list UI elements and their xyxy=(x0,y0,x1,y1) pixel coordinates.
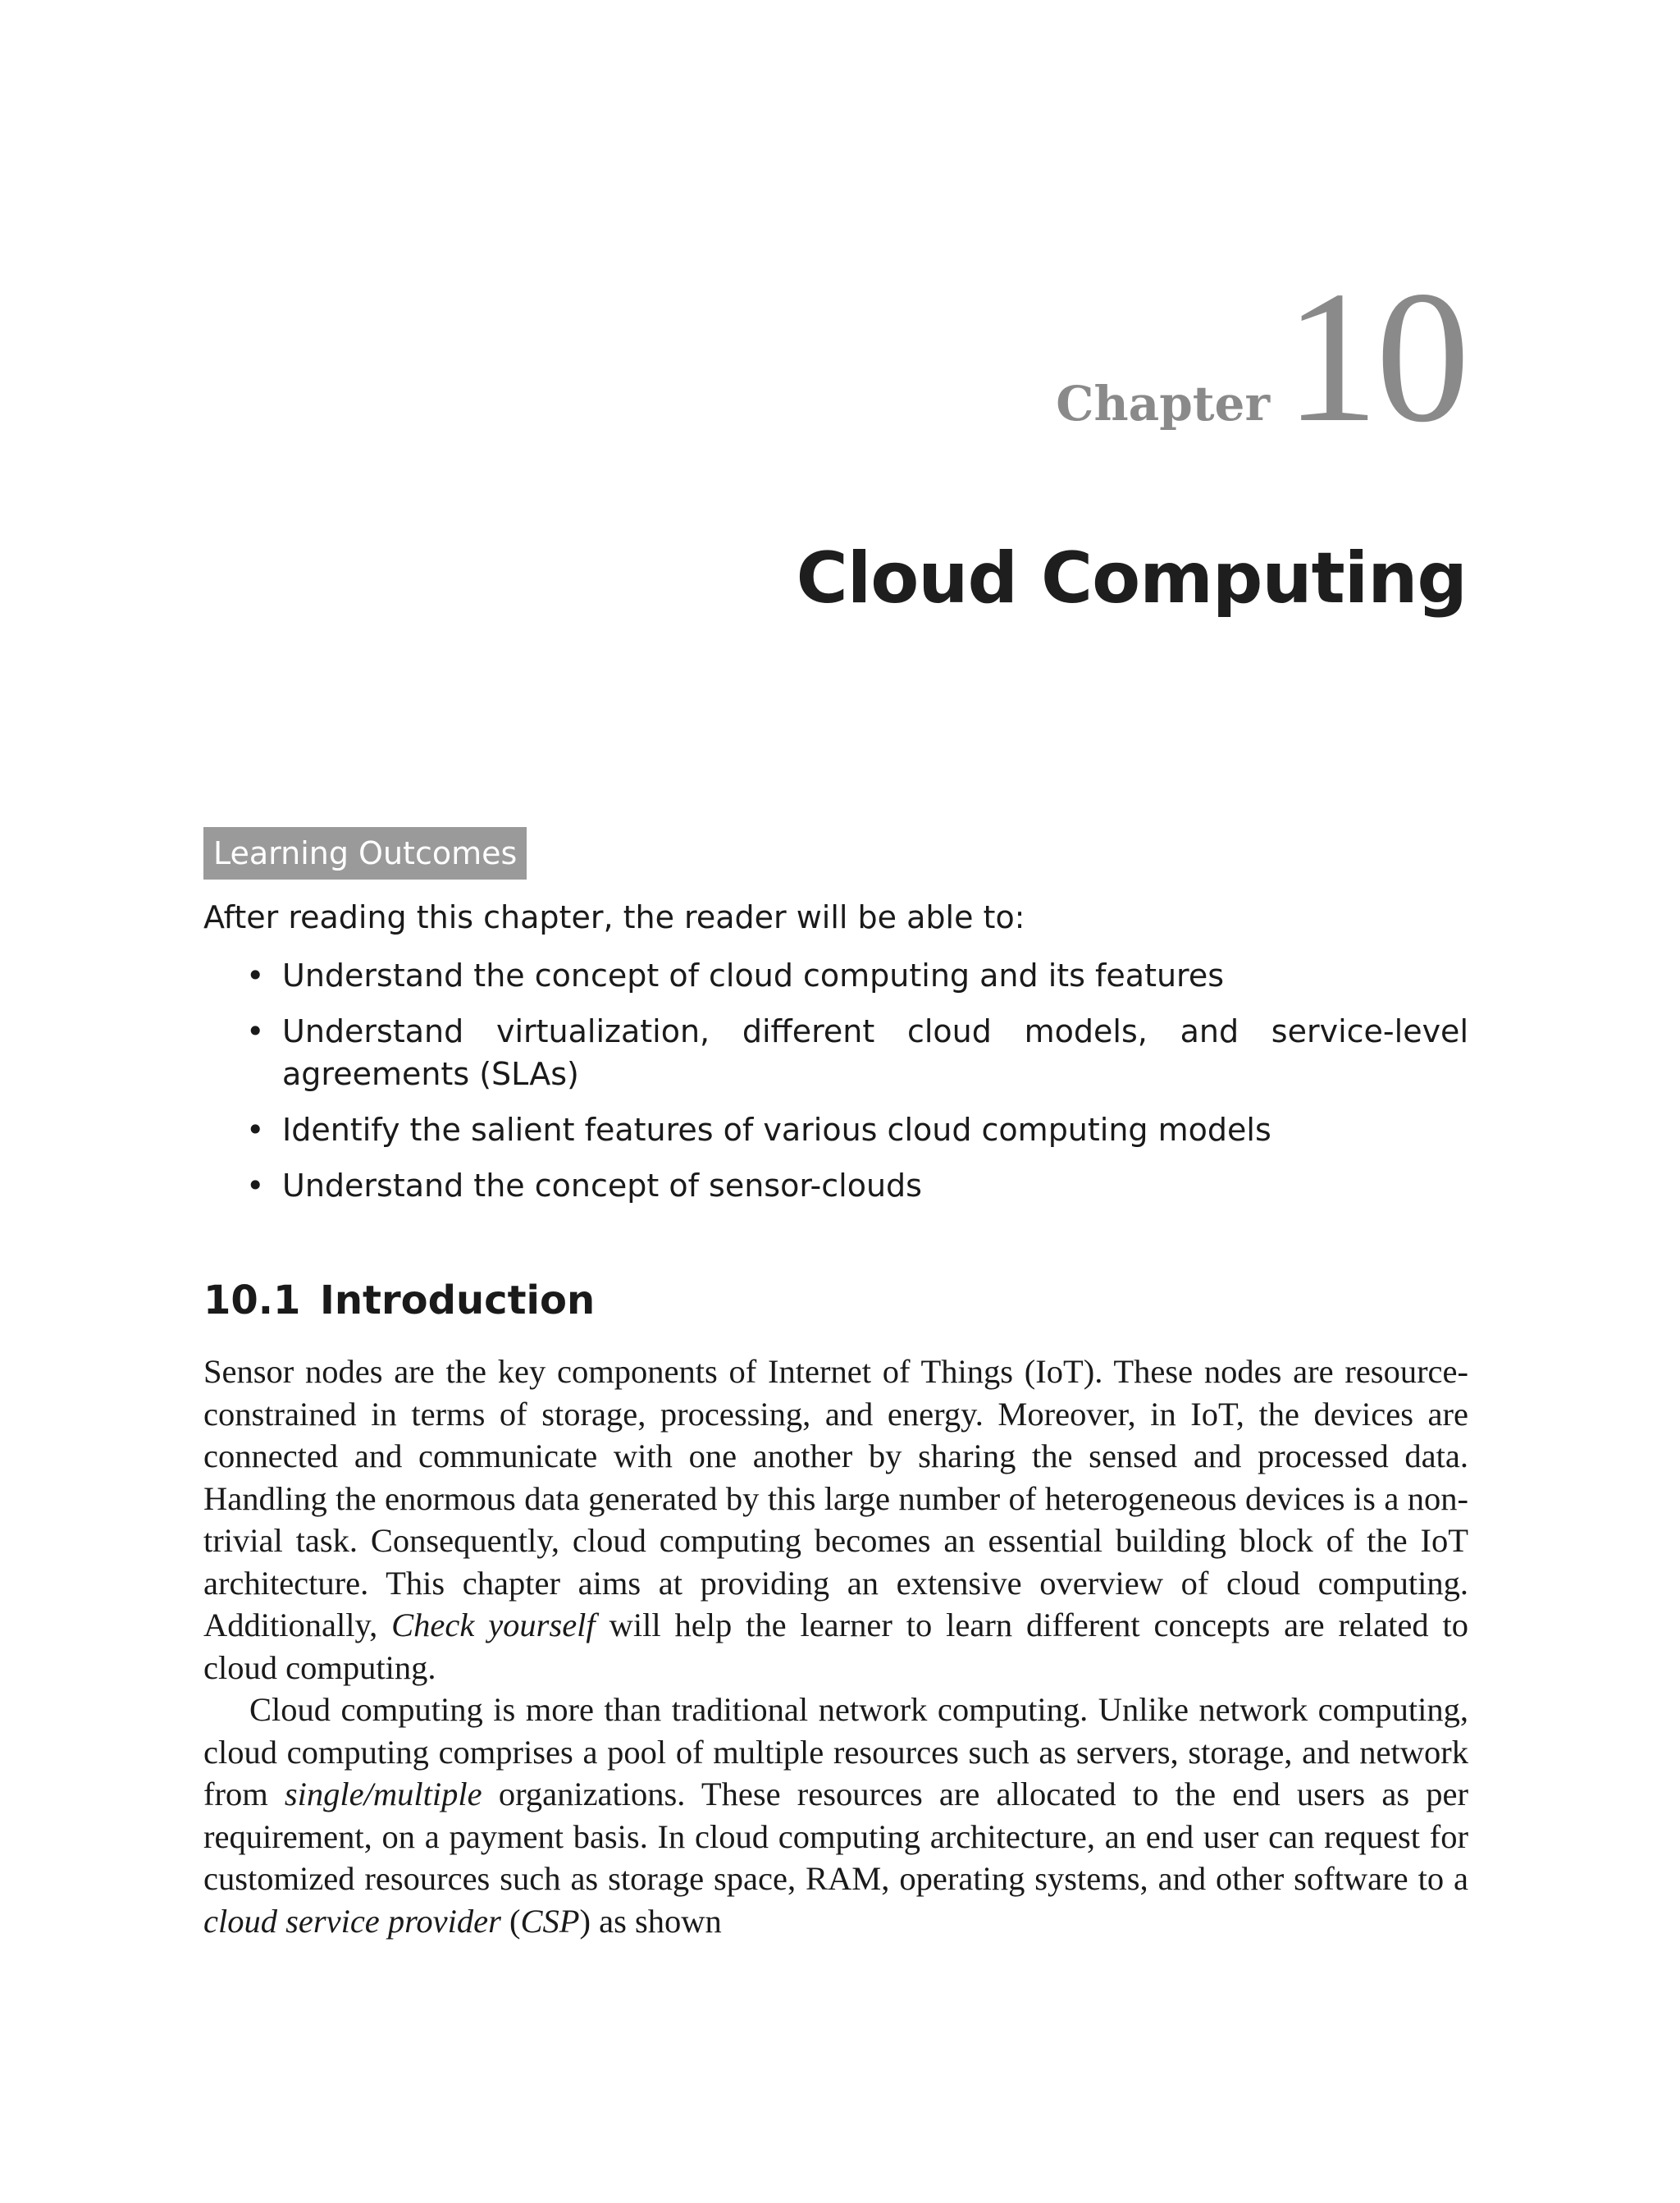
learning-outcomes-intro: After reading this chapter, the reader will be able to: xyxy=(203,899,1025,935)
bullet-icon: • xyxy=(246,1168,265,1204)
text-run: Cloud computing is more than traditional network computing. Unlike network computing, cloud computing comprises a pool of multiple resources such as servers, storage, and network from xyxy=(203,1691,1468,1812)
section-heading xyxy=(203,1274,595,1327)
bullet-icon: • xyxy=(246,1112,265,1148)
list-item xyxy=(246,1108,1468,1151)
chapter-title: Cloud Computing xyxy=(796,537,1467,619)
emphasis-csp: CSP xyxy=(520,1902,580,1940)
chapter-label xyxy=(1056,252,1467,461)
paragraph-1 xyxy=(203,1351,1468,1689)
body-text xyxy=(203,1351,1468,1942)
text-run: Sensor nodes are the key components of Internet of Things (IoT). These nodes are resource-constrained in terms of storage, processing, and energy. Moreover, in IoT, the devices are connected and communicate with one another by sharing the sensed and processed data. Handling the enormous data generated by this large number of heterogeneous devices is a non-trivial task. Consequently, cloud computing becomes an essential building block of the IoT architecture. This chapter aims at providing an extensive overview of cloud computing. Additionally, xyxy=(203,1353,1468,1643)
outcome-text: Understand the concept of sensor-clouds xyxy=(282,1168,922,1204)
paragraph-2 xyxy=(203,1689,1468,1942)
learning-outcomes-list xyxy=(246,954,1468,1220)
text-run: organizations. These resources are allocated to the end users as per requirement, on a payment basis. In cloud computing architecture, an end user can request for customized resources such as storage space, RAM, operating systems, and other software to a xyxy=(203,1776,1468,1897)
emphasis-single-multiple: single/multiple xyxy=(284,1776,482,1812)
text-run: ) as shown xyxy=(579,1902,722,1940)
chapter-word: Chapter xyxy=(1056,376,1270,432)
outcome-text: Understand the concept of cloud computing and its features xyxy=(282,958,1225,994)
chapter-number: 10 xyxy=(1285,252,1467,461)
emphasis-cloud-service-provider: cloud service provider xyxy=(203,1902,501,1940)
learning-outcomes-label: Learning Outcomes xyxy=(203,827,527,880)
text-run: ( xyxy=(500,1902,521,1940)
bullet-icon: • xyxy=(246,1013,265,1049)
outcome-text: Identify the salient features of various cloud computing models xyxy=(282,1112,1271,1148)
list-item xyxy=(246,954,1468,997)
emphasis-check-yourself: Check yourself xyxy=(391,1607,596,1643)
list-item xyxy=(246,1164,1468,1207)
text-run: will help the learner to learn different concepts are related to cloud computing. xyxy=(203,1607,1468,1686)
section-title: Introduction xyxy=(320,1277,596,1323)
section-number: 10.1 xyxy=(203,1277,301,1323)
outcome-text: Understand virtualization, different cloud models, and service-level agreements (SLAs) xyxy=(282,1013,1468,1092)
list-item xyxy=(246,1010,1468,1095)
bullet-icon: • xyxy=(246,958,265,994)
